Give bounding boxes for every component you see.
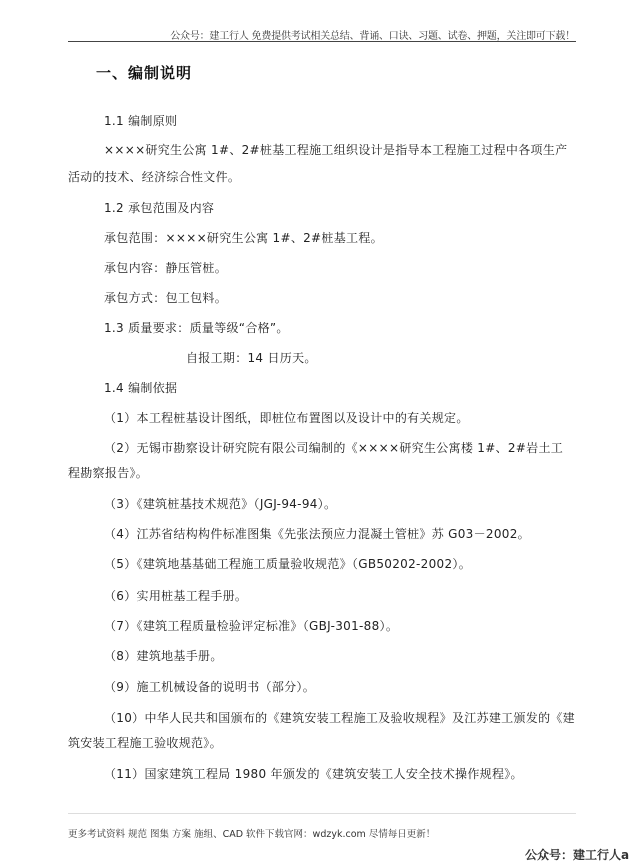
basis-item-3: （3）《建筑桩基技术规范》（JGJ-94-94）。 [104,497,337,511]
paragraph-line: 活动的技术、经济综合性文件。 [68,170,241,184]
basis-item-10: （10）中华人民共和国颁布的《建筑安装工程施工及验收规程》及江苏建工颁发的《建 [104,711,575,725]
basis-item-6: （6）实用桩基工程手册。 [104,589,248,603]
basis-item-9: （9）施工机械设备的说明书（部分）。 [104,680,316,694]
basis-item-1: （1）本工程桩基设计图纸，即桩位布置图以及设计中的有关规定。 [104,411,469,425]
basis-item-10-cont: 筑安装工程施工验收规范》。 [68,736,222,750]
basis-item-2-cont: 程勘察报告》。 [68,466,149,480]
basis-item-11: （11）国家建筑工程局 1980 年颁发的《建筑安装工人安全技术操作规程》。 [104,767,523,781]
basis-item-7: （7）《建筑工程质量检验评定标准》（GBJ-301-88）。 [104,619,399,633]
schedule-line: 自报工期：14 日历天。 [186,351,317,365]
header-divider [68,41,576,42]
footer-divider [68,813,576,814]
basis-item-2: （2）无锡市勘察设计研究院有限公司编制的《××××研究生公寓楼 1#、2#岩土工 [104,441,564,455]
subheading-1-4: 1.4 编制依据 [104,381,178,395]
subheading-1-3: 1.3 质量要求：质量等级“合格”。 [104,321,289,335]
section-title: 一、编制说明 [96,64,193,82]
subheading-1-2: 1.2 承包范围及内容 [104,201,215,215]
paragraph-line: ××××研究生公寓 1#、2#桩基工程施工组织设计是指导本工程施工过程中各项生产 [104,143,568,157]
scope-line: 承包范围：××××研究生公寓 1#、2#桩基工程。 [104,231,383,245]
header-note: 公众号：建工行人 免费提供考试相关总结、背诵、口诀、习题、试卷、押题，关注即可下载！ [170,31,575,42]
basis-item-5: （5）《建筑地基基础工程施工质量验收规范》（GB50202-2002）。 [104,557,472,571]
watermark-text: 公众号：建工行人a [525,848,630,862]
basis-item-8: （8）建筑地基手册。 [104,649,223,663]
subheading-1-1: 1.1 编制原则 [104,114,178,128]
footer-note: 更多考试资料 规范 图集 方案 施组、CAD 软件下载官网：wdzyk.com 尽情每日更新！ [68,829,436,840]
basis-item-4: （4）江苏省结构构件标准图集《先张法预应力混凝土管桩》苏 G03－2002。 [104,527,530,541]
content-line: 承包内容：静压管桩。 [104,261,228,275]
mode-line: 承包方式：包工包料。 [104,291,228,305]
